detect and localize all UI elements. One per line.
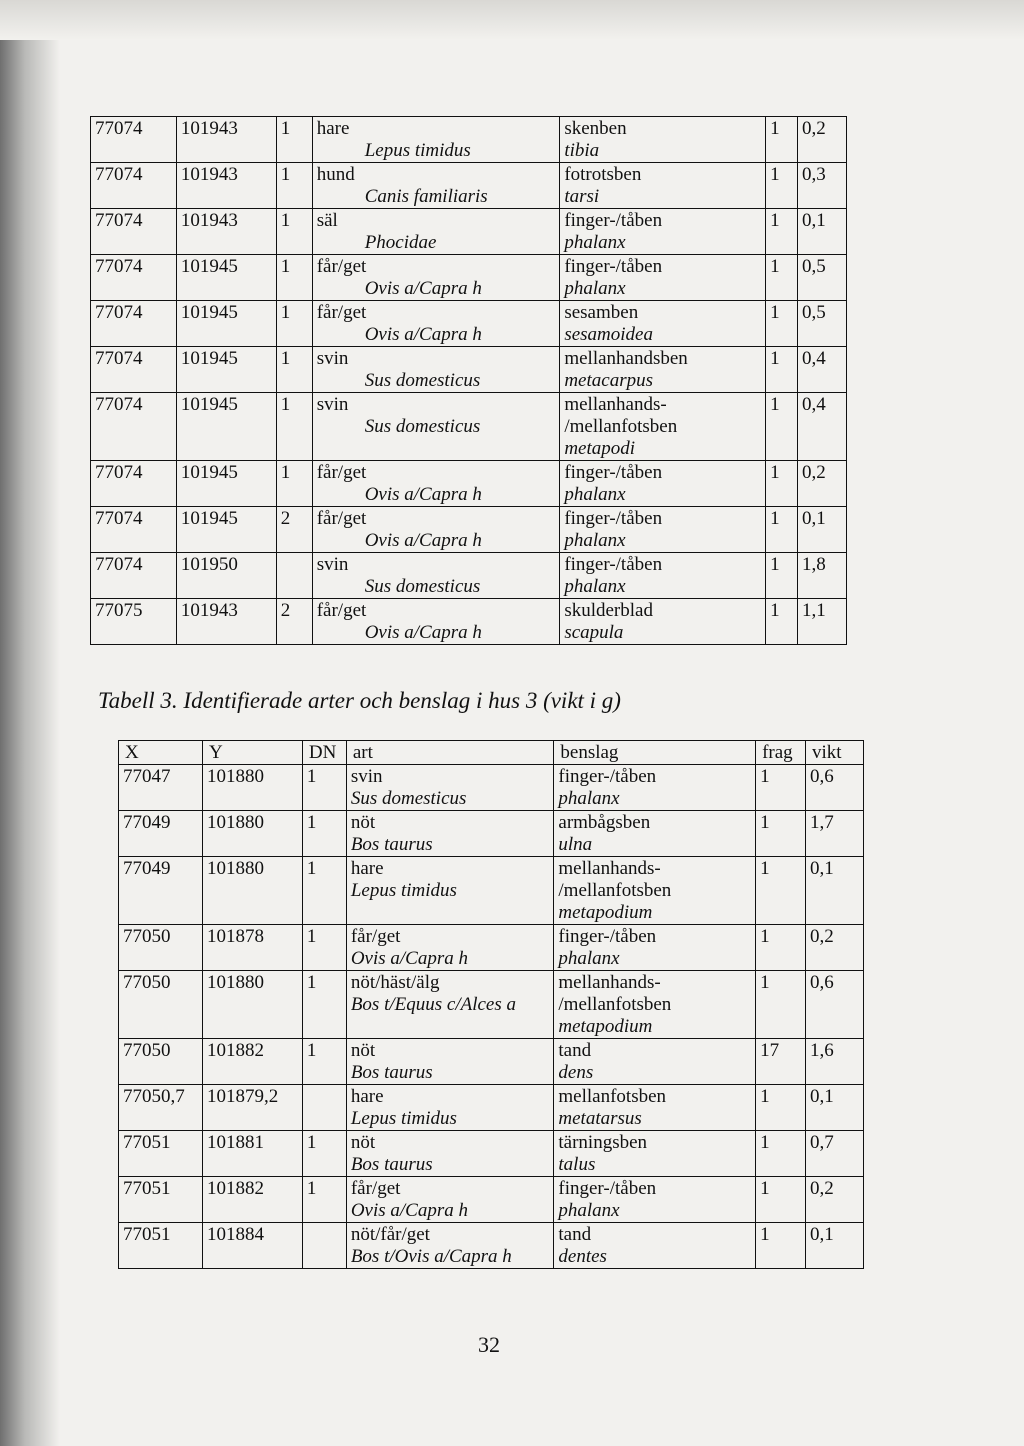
cell-vikt: 0,2 [798,461,847,507]
table-row [119,925,864,971]
cell-frag: 1 [766,163,798,209]
cell-dn: 1 [302,811,346,857]
cell-art [312,255,560,301]
cell-y: 101950 [176,553,276,599]
cell-vikt: 0,7 [806,1131,864,1177]
cell-dn: 1 [276,393,312,461]
cell-vikt: 0,6 [806,971,864,1039]
cell-benslag [560,255,766,301]
cell-dn: 1 [302,925,346,971]
cell-art [346,1039,554,1085]
cell-dn: 1 [276,255,312,301]
cell-art [312,461,560,507]
cell-frag: 1 [756,765,806,811]
page-number: 32 [478,1332,500,1357]
table-row [91,393,847,461]
cell-benslag [554,765,756,811]
art-common-name: får/get [316,302,367,323]
cell-art [346,1177,554,1223]
cell-dn: 1 [302,1177,346,1223]
cell-benslag [554,971,756,1039]
art-common-name: hare [316,118,350,139]
cell-y: 101943 [176,163,276,209]
benslag-name: finger-/tåben [564,508,663,529]
cell-vikt: 0,6 [806,765,864,811]
cell-vikt: 0,1 [806,857,864,925]
cell-frag: 17 [756,1039,806,1085]
table-caption: Tabell 3. Identifierade arter och benslag i hus 3 (vikt i g) [98,688,621,713]
cell-x: 77074 [91,507,177,553]
cell-y: 101945 [176,347,276,393]
cell-benslag [554,1131,756,1177]
cell-benslag [554,857,756,925]
cell-frag: 1 [756,1177,806,1223]
art-common-name: får/get [316,462,367,483]
cell-y: 101945 [176,461,276,507]
cell-x: 77074 [91,347,177,393]
cell-art [312,163,560,209]
cell-frag: 1 [766,255,798,301]
cell-x: 77050 [119,925,203,971]
cell-dn: 1 [302,857,346,925]
cell-x: 77051 [119,1177,203,1223]
cell-benslag [554,811,756,857]
cell-dn [302,1223,346,1269]
benslag-scientific-name: phalanx [558,788,620,809]
table-row [119,1085,864,1131]
cell-x: 77050 [119,971,203,1039]
cell-y: 101943 [176,599,276,645]
cell-y: 101880 [202,811,302,857]
art-scientific-name: Phocidae [364,232,437,253]
cell-dn: 1 [302,1039,346,1085]
art-scientific-name: Ovis a/Capra h [364,484,482,505]
cell-art [312,347,560,393]
cell-frag: 1 [756,857,806,925]
cell-y: 101943 [176,209,276,255]
cell-x: 77074 [91,301,177,347]
benslag-name: armbågsben [558,812,651,833]
benslag-scientific-name: metapodium [558,902,653,923]
benslag-name: finger-/tåben [558,1178,657,1199]
benslag-name: mellanhands- [558,972,661,993]
header-y: Y [202,741,302,765]
art-scientific-name: Lepus timidus [350,1108,457,1129]
cell-x: 77074 [91,117,177,163]
art-scientific-name: Ovis a/Capra h [350,1200,469,1221]
benslag-scientific-name: metatarsus [558,1108,642,1129]
art-scientific-name: Sus domesticus [364,576,481,597]
cell-frag: 1 [766,507,798,553]
table-row [91,599,847,645]
table-row [91,255,847,301]
cell-art [312,599,560,645]
cell-x: 77074 [91,255,177,301]
cell-dn [276,553,312,599]
cell-frag: 1 [766,553,798,599]
art-scientific-name: Ovis a/Capra h [364,530,482,551]
table-row [91,507,847,553]
cell-vikt: 0,2 [798,117,847,163]
benslag-name: tärningsben [558,1132,648,1153]
cell-dn: 1 [276,117,312,163]
cell-frag: 1 [756,811,806,857]
art-scientific-name: Ovis a/Capra h [364,324,482,345]
art-scientific-name: Lepus timidus [350,880,457,901]
art-scientific-name: Bos taurus [350,1062,433,1083]
art-scientific-name: Ovis a/Capra h [364,278,482,299]
table-row [91,553,847,599]
cell-frag: 1 [756,1223,806,1269]
art-common-name: får/get [350,926,401,947]
art-common-name: får/get [350,1178,401,1199]
benslag-name: finger-/tåben [558,926,657,947]
benslag-name: fotrotsben [564,164,642,185]
benslag-name-cont: /mellanfotsben [564,416,678,437]
header-dn: DN [302,741,346,765]
art-scientific-name: Sus domesticus [350,788,467,809]
benslag-name: mellanhands- [564,394,667,415]
table-row [119,811,864,857]
cell-dn: 1 [302,765,346,811]
cell-vikt: 1,1 [798,599,847,645]
cell-benslag [554,1177,756,1223]
cell-vikt: 0,1 [806,1223,864,1269]
scan-edge-shadow [0,0,60,1446]
cell-vikt: 0,5 [798,255,847,301]
table-row [119,971,864,1039]
art-scientific-name: Lepus timidus [364,140,471,161]
art-common-name: svin [316,348,349,369]
art-common-name: nöt [350,1132,376,1153]
cell-benslag [554,1039,756,1085]
cell-art [346,857,554,925]
cell-benslag [560,347,766,393]
cell-benslag [560,461,766,507]
cell-x: 77050 [119,1039,203,1085]
cell-vikt: 0,2 [806,1177,864,1223]
cell-benslag [560,301,766,347]
benslag-scientific-name: dentes [558,1246,607,1267]
cell-art [346,971,554,1039]
cell-frag: 1 [766,461,798,507]
cell-frag: 1 [756,925,806,971]
cell-benslag [560,163,766,209]
cell-vikt: 1,7 [806,811,864,857]
cell-frag: 1 [756,971,806,1039]
benslag-scientific-name: phalanx [558,948,620,969]
benslag-scientific-name: phalanx [564,530,626,551]
cell-y: 101882 [202,1039,302,1085]
benslag-name: finger-/tåben [564,554,663,575]
cell-dn: 1 [302,1131,346,1177]
art-common-name: svin [316,394,349,415]
cell-vikt: 0,5 [798,301,847,347]
cell-benslag [554,1085,756,1131]
header-frag: frag [756,741,806,765]
cell-x: 77074 [91,553,177,599]
cell-x: 77074 [91,163,177,209]
cell-y: 101880 [202,971,302,1039]
art-scientific-name: Sus domesticus [364,416,481,437]
art-common-name: nöt [350,1040,376,1061]
benslag-name: skenben [564,118,627,139]
art-common-name: nöt/får/get [350,1224,430,1245]
table-row [119,765,864,811]
table-header-row [119,741,864,765]
table-row [119,1131,864,1177]
art-common-name: svin [350,766,383,787]
table-row [91,347,847,393]
benslag-name: sesamben [564,302,639,323]
table-row [119,857,864,925]
benslag-scientific-name: phalanx [564,484,626,505]
cell-vikt: 1,6 [806,1039,864,1085]
benslag-scientific-name: talus [558,1154,596,1175]
cell-art [312,553,560,599]
cell-y: 101945 [176,301,276,347]
art-common-name: får/get [316,600,367,621]
table-tabell-3 [118,740,864,1269]
cell-vikt: 0,1 [798,507,847,553]
cell-y: 101884 [202,1223,302,1269]
table-tabell-2-continued [90,116,847,645]
cell-y: 101880 [202,765,302,811]
benslag-scientific-name: metacarpus [564,370,653,391]
benslag-scientific-name: metapodium [558,1016,653,1037]
cell-art [346,765,554,811]
cell-vikt: 0,1 [806,1085,864,1131]
cell-benslag [560,209,766,255]
cell-benslag [560,553,766,599]
art-scientific-name: Bos t/Ovis a/Capra h [350,1246,512,1267]
cell-x: 77074 [91,393,177,461]
cell-x: 77075 [91,599,177,645]
table-row [91,461,847,507]
cell-art [346,925,554,971]
table-row [91,301,847,347]
cell-dn: 2 [276,599,312,645]
benslag-scientific-name: tarsi [564,186,600,207]
cell-art [312,507,560,553]
cell-dn: 1 [276,209,312,255]
benslag-name: mellanhandsben [564,348,688,369]
benslag-name: tand [558,1224,592,1245]
benslag-name: mellanfotsben [558,1086,667,1107]
cell-x: 77049 [119,857,203,925]
cell-benslag [560,507,766,553]
benslag-scientific-name: phalanx [558,1200,620,1221]
cell-dn: 2 [276,507,312,553]
cell-x: 77047 [119,765,203,811]
cell-y: 101945 [176,507,276,553]
cell-art [312,301,560,347]
cell-art [346,1085,554,1131]
benslag-scientific-name: phalanx [564,278,626,299]
cell-x: 77051 [119,1131,203,1177]
cell-frag: 1 [766,117,798,163]
cell-vikt: 0,1 [798,209,847,255]
cell-dn [302,1085,346,1131]
cell-x: 77049 [119,811,203,857]
table-row [91,117,847,163]
art-scientific-name: Sus domesticus [364,370,481,391]
benslag-scientific-name: tibia [564,140,600,161]
art-scientific-name: Bos t/Equus c/Alces a [350,994,516,1015]
table-row [119,1039,864,1085]
benslag-name: mellanhands- [558,858,661,879]
art-common-name: får/get [316,256,367,277]
header-benslag: benslag [554,741,756,765]
header-vikt: vikt [806,741,864,765]
table-row [91,163,847,209]
cell-x: 77051 [119,1223,203,1269]
table-row [119,1177,864,1223]
cell-y: 101945 [176,393,276,461]
cell-frag: 1 [766,301,798,347]
art-common-name: hare [350,858,384,879]
cell-benslag [560,393,766,461]
cell-benslag [554,925,756,971]
cell-y: 101879,2 [202,1085,302,1131]
art-common-name: får/get [316,508,367,529]
cell-benslag [560,599,766,645]
cell-benslag [554,1223,756,1269]
cell-art [312,393,560,461]
cell-frag: 1 [766,209,798,255]
cell-x: 77074 [91,461,177,507]
art-common-name: hund [316,164,355,185]
table-row [119,1223,864,1269]
cell-vikt: 0,3 [798,163,847,209]
cell-benslag [560,117,766,163]
art-common-name: svin [316,554,349,575]
benslag-name: finger-/tåben [564,210,663,231]
benslag-name: tand [558,1040,592,1061]
benslag-name: finger-/tåben [564,462,663,483]
art-common-name: hare [350,1086,384,1107]
cell-vikt: 0,4 [798,393,847,461]
benslag-scientific-name: scapula [564,622,624,643]
art-common-name: nöt/häst/älg [350,972,440,993]
benslag-scientific-name: dens [558,1062,594,1083]
cell-y: 101882 [202,1177,302,1223]
header-art: art [346,741,554,765]
art-common-name: säl [316,210,338,231]
cell-frag: 1 [756,1085,806,1131]
cell-vikt: 0,4 [798,347,847,393]
cell-vikt: 0,2 [806,925,864,971]
art-scientific-name: Ovis a/Capra h [364,622,482,643]
benslag-scientific-name: ulna [558,834,593,855]
cell-vikt: 1,8 [798,553,847,599]
cell-y: 101880 [202,857,302,925]
cell-art [312,209,560,255]
table-row [91,209,847,255]
cell-x: 77050,7 [119,1085,203,1131]
benslag-name-cont: /mellanfotsben [558,994,672,1015]
art-scientific-name: Bos taurus [350,1154,433,1175]
benslag-scientific-name: metapodi [564,438,636,459]
art-scientific-name: Canis familiaris [364,186,488,207]
benslag-name-cont: /mellanfotsben [558,880,672,901]
benslag-name: finger-/tåben [564,256,663,277]
art-common-name: nöt [350,812,376,833]
cell-y: 101943 [176,117,276,163]
cell-dn: 1 [276,461,312,507]
cell-y: 101878 [202,925,302,971]
cell-art [346,1223,554,1269]
art-scientific-name: Bos taurus [350,834,433,855]
cell-dn: 1 [276,163,312,209]
cell-frag: 1 [756,1131,806,1177]
cell-x: 77074 [91,209,177,255]
cell-art [346,1131,554,1177]
cell-dn: 1 [276,347,312,393]
cell-frag: 1 [766,599,798,645]
cell-frag: 1 [766,347,798,393]
cell-dn: 1 [276,301,312,347]
cell-art [346,811,554,857]
cell-art [312,117,560,163]
art-scientific-name: Ovis a/Capra h [350,948,469,969]
benslag-scientific-name: phalanx [564,576,626,597]
scan-top-shading [0,0,1024,40]
benslag-scientific-name: sesamoidea [564,324,653,345]
benslag-name: skulderblad [564,600,653,621]
header-x: X [119,741,203,765]
cell-y: 101881 [202,1131,302,1177]
cell-frag: 1 [766,393,798,461]
cell-y: 101945 [176,255,276,301]
cell-dn: 1 [302,971,346,1039]
benslag-name: finger-/tåben [558,766,657,787]
benslag-scientific-name: phalanx [564,232,626,253]
